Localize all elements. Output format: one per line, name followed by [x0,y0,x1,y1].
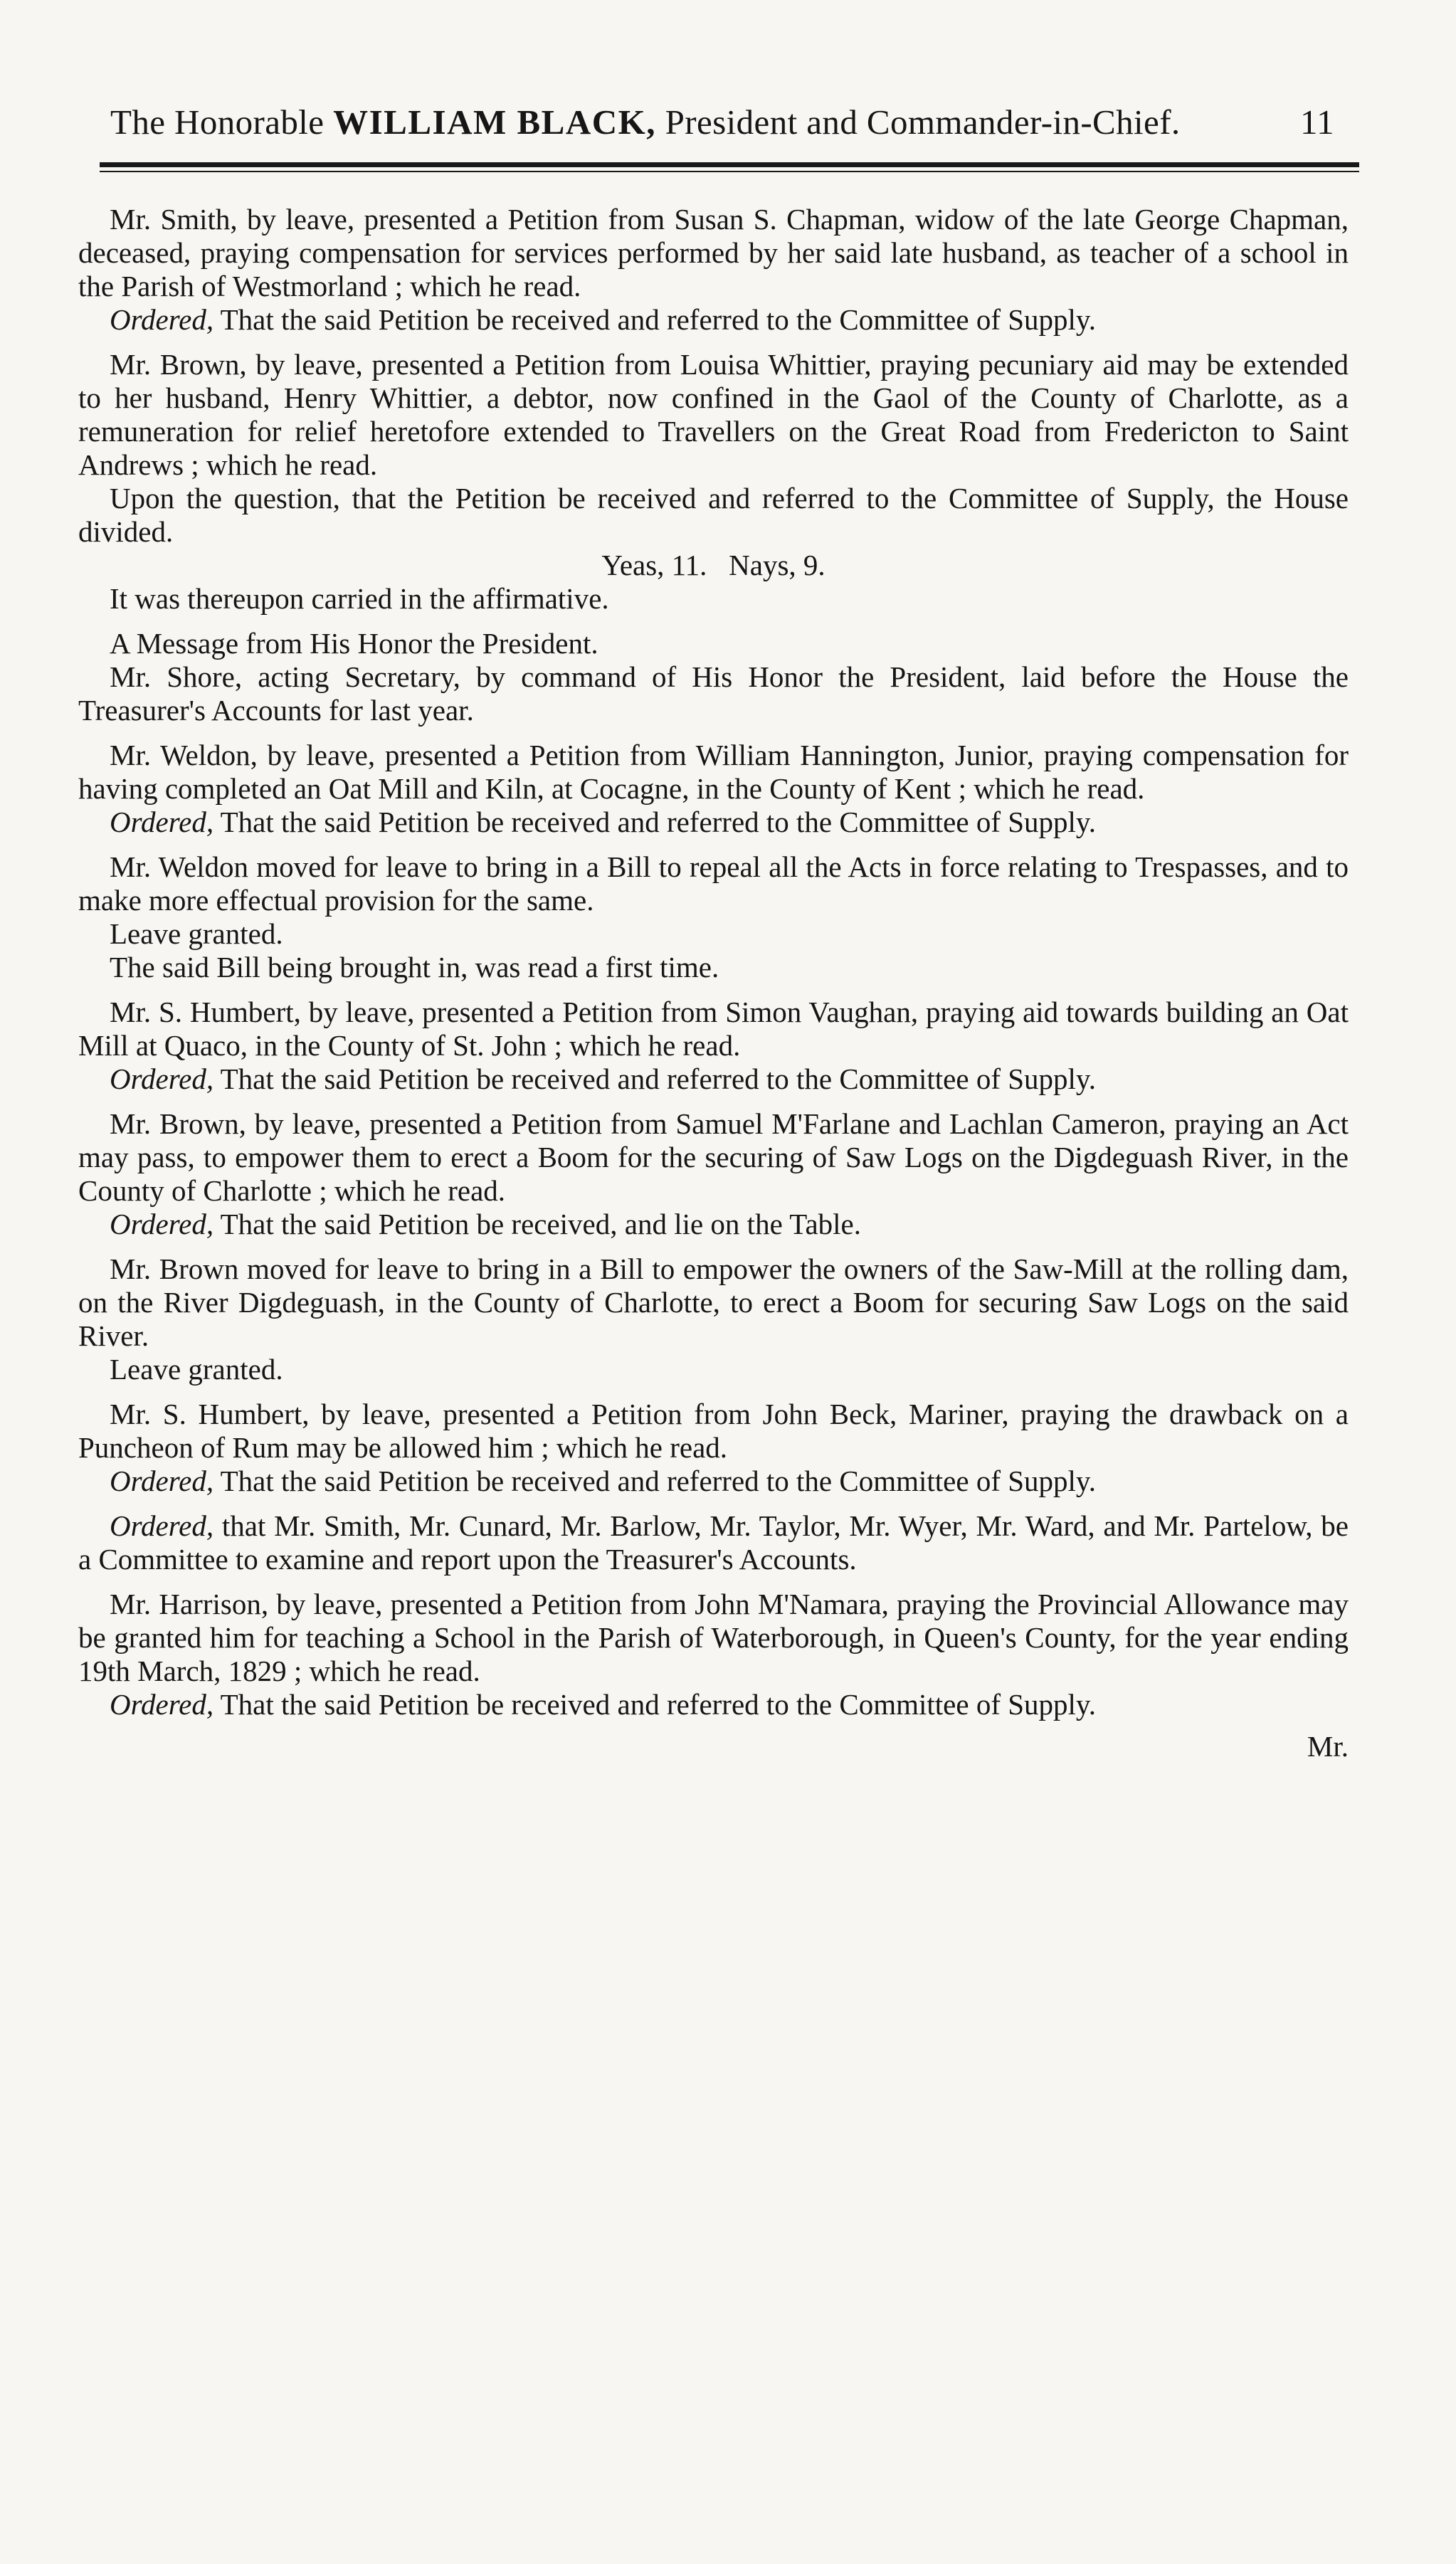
vote-outcome: It was thereupon carried in the affirmative. [110,582,609,615]
entry-paragraph: Mr. Harrison, by leave, presented a Petition from John M'Namara, praying the Provincial Allowance may be granted him for teaching a School in the Parish of Waterborough, in Queen's County, for the year ending 19th March, 1829 ; which he read. [78,1588,1349,1687]
journal-entry [78,996,1349,1096]
header-rule-thick [100,162,1359,167]
journal-entry [78,348,1349,616]
header-suffix: President and Commander-in-Chief. [665,102,1181,142]
entry-paragraph [78,303,1349,337]
entry-paragraph: Mr. Smith, by leave, presented a Petition from Susan S. Chapman, widow of the late George Chapman, deceased, praying compensation for services performed by her said late husband, as teacher of a school in the Parish of Westmorland ; which he read. [78,203,1349,302]
entry-paragraph: Mr. S. Humbert, by leave, presented a Petition from Simon Vaughan, praying aid towards building an Oat Mill at Quaco, in the County of St. John ; which he read. [78,996,1349,1062]
journal-body [78,203,1349,1763]
entry-paragraph: Mr. Shore, acting Secretary, by command of His Honor the President, laid before the House the Treasurer's Accounts for last year. [78,660,1349,727]
header-name: WILLIAM BLACK, [333,102,656,142]
ordered-label: Ordered, [110,1062,214,1095]
entry-paragraph [78,1062,1349,1096]
entry-paragraph: The said Bill being brought in, was read a first time. [110,951,719,983]
entry-paragraph: Leave granted. [110,917,283,950]
entry-paragraph: Mr. Brown, by leave, presented a Petition from Louisa Whittier, praying pecuniary aid may be extended to her husband, Henry Whittier, a debtor, now confined in the Gaol of the County of Charlotte, as a remuneration for relief heretofore extended to Travellers on the Great Road from Fredericton to Saint Andrews ; which he read. [78,348,1349,481]
journal-entry [78,850,1349,984]
division-result: Yeas, 11. Nays, 9. [601,549,825,581]
header-prefix: The Honorable [110,102,325,142]
ordered-label: Ordered, [110,303,214,336]
entry-paragraph: A Message from His Honor the President. [110,627,598,660]
catchword: Mr. [1307,1730,1349,1763]
entry-paragraph: Mr. Brown moved for leave to bring in a Bill to empower the owners of the Saw-Mill at the rolling dam, on the River Digdeguash, in the County of Charlotte, to erect a Boom for securing Saw Logs on the said River. [78,1252,1349,1352]
entry-paragraph: Mr. Weldon moved for leave to bring in a Bill to repeal all the Acts in force relating to Trespasses, and to make more effectual provision for the same. [78,850,1349,917]
paragraph-text: That the said Petition be received and referred to the Committee of Supply. [213,806,1097,838]
ordered-label: Ordered, [110,1465,214,1497]
entry-paragraph: Mr. Brown, by leave, presented a Petition from Samuel M'Farlane and Lachlan Cameron, praying an Act may pass, to empower them to erect a Boom for the securing of Saw Logs on the Digdeguash River, in the County of Charlotte ; which he read. [78,1107,1349,1207]
entry-paragraph: Mr. Weldon, by leave, presented a Petition from William Hannington, Junior, praying compensation for having completed an Oat Mill and Kiln, at Cocagne, in the County of Kent ; which he read. [78,739,1349,805]
entry-paragraph: Leave granted. [110,1353,283,1386]
paragraph-text: That the said Petition be received and referred to the Committee of Supply. [213,1688,1097,1721]
ordered-label: Ordered, [110,806,214,838]
journal-entry [78,1252,1349,1386]
entry-paragraph [78,806,1349,839]
journal-entry [78,627,1349,727]
header-rule-thin [100,171,1359,172]
page-number: 11 [1300,102,1334,142]
journal-entry [78,1398,1349,1498]
journal-entry [78,1588,1349,1721]
running-head [110,101,1334,144]
ordered-label: Ordered, [110,1688,214,1721]
entry-paragraph [78,1688,1349,1721]
paragraph-text: that Mr. Smith, Mr. Cunard, Mr. Barlow, Mr. Taylor, Mr. Wyer, Mr. Ward, and Mr. Partelow, be a Committee to examine and report upon the Treasurer's Accounts. [78,1509,1349,1576]
journal-entry [78,739,1349,839]
journal-entry [78,203,1349,337]
entry-paragraph [78,1509,1349,1576]
journal-entry [78,1509,1349,1576]
entry-paragraph: Upon the question, that the Petition be received and referred to the Committee of Supply, the House divided. [78,482,1349,548]
entry-paragraph: Mr. S. Humbert, by leave, presented a Petition from John Beck, Mariner, praying the drawback on a Puncheon of Rum may be allowed him ; which he read. [78,1398,1349,1464]
paragraph-text: That the said Petition be received, and lie on the Table. [213,1208,861,1240]
paragraph-text: That the said Petition be received and referred to the Committee of Supply. [213,1062,1097,1095]
ordered-label: Ordered, [110,1208,214,1240]
journal-entry [78,1107,1349,1241]
entry-paragraph [78,1208,1349,1241]
entry-paragraph [78,1465,1349,1498]
paragraph-text: That the said Petition be received and referred to the Committee of Supply. [213,303,1097,336]
paragraph-text: That the said Petition be received and referred to the Committee of Supply. [213,1465,1097,1497]
ordered-label: Ordered, [110,1509,214,1542]
